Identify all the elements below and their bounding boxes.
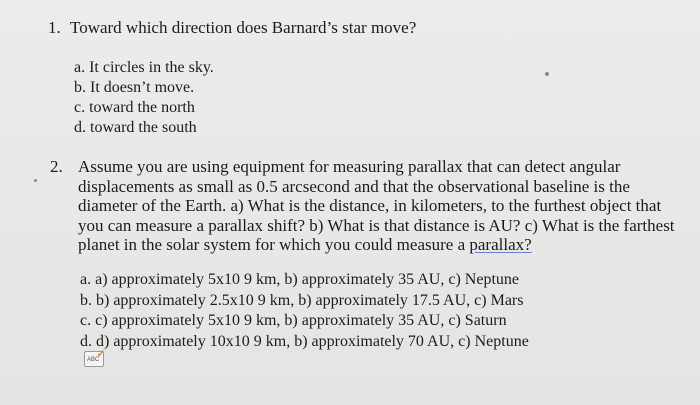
question-2-option-b[interactable]: b. b) approximately 2.5x10 9 km, b) approximately 17.5 AU, c) Mars (80, 291, 524, 309)
question-2-text (78, 157, 675, 255)
question-2-line: Assume you are using equipment for measuring parallax that can detect angular (78, 157, 621, 176)
question-2-line: diameter of the Earth. a) What is the distance, in kilometers, to the furthest object that (78, 196, 662, 215)
question-1-number: 1. (48, 18, 61, 37)
question-2-options (80, 270, 529, 352)
question-1-options (74, 58, 214, 138)
question-2-number: 2. (50, 157, 63, 176)
question-1-option-a[interactable]: a. It circles in the sky. (74, 59, 214, 76)
question-1-text: Toward which direction does Barnard’s star move? (70, 18, 417, 37)
page-mark-dot (545, 72, 549, 76)
question-1-option-b[interactable]: b. It doesn’t move. (74, 79, 195, 96)
question-1-option-d[interactable]: d. toward the south (74, 119, 197, 136)
spellcheck-icon[interactable] (84, 351, 104, 367)
question-2-option-c[interactable]: c. c) approximately 5x10 9 km, b) approximately 35 AU, c) Saturn (80, 312, 507, 329)
question-2-line: displacements as small as 0.5 arcsecond and that the observational baseline is the (78, 176, 630, 196)
question-1-option-c[interactable]: c. toward the north (74, 99, 195, 116)
spellcheck-mark-icon: ✓ (96, 349, 105, 360)
parallax-spellcheck-word: parallax? (469, 235, 532, 254)
spellcheck-icon-label: ABC (87, 357, 100, 363)
question-2-option-d[interactable]: d. d) approximately 10x10 9 km, b) approximately 70 AU, c) Neptune (80, 332, 529, 350)
page-mark-dot (34, 179, 37, 182)
question-2-option-a[interactable]: a. a) approximately 5x10 9 km, b) approximately 35 AU, c) Neptune (80, 271, 519, 288)
question-2-line-last (78, 235, 675, 255)
question-2-line: you can measure a parallax shift? b) What is that distance is AU? c) What is the farthest (78, 215, 675, 235)
question-2-last-prefix: planet in the solar system for which you could measure a (78, 235, 470, 254)
